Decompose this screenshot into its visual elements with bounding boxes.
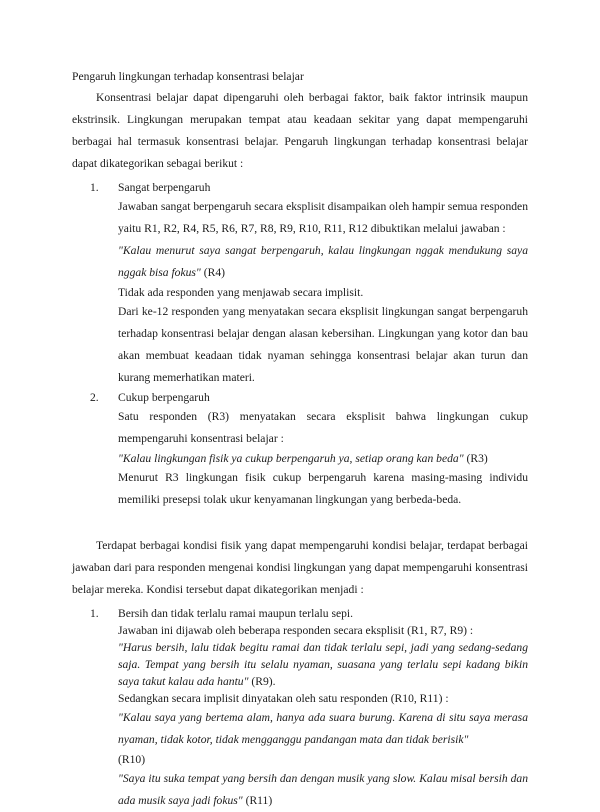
quote-text: "Kalau lingkungan fisik ya cukup berpengaruh ya, setiap orang kan beda" — [118, 452, 464, 465]
quote-text: "Harus bersih, lalu tidak begitu ramai dan tidak terlalu sepi, jadi yang sedang-sedang saja. Tempat yang bersih itu selalu nyaman, suasana yang terlalu sepi kadang bikin saya takut kalau ada hantu" — [118, 641, 528, 688]
list-item — [72, 605, 528, 812]
quote-reference: (R4) — [203, 266, 225, 279]
list-item-title: Cukup berpengaruh — [118, 391, 210, 404]
quote-reference-line — [118, 751, 528, 768]
list-item — [72, 389, 528, 511]
list-number: 2. — [90, 391, 99, 404]
influence-category-list — [72, 179, 528, 511]
list-number: 1. — [90, 607, 99, 620]
list-item-text: Jawaban sangat berpengaruh secara eksplisit disampaikan oleh hampir semua responden yaitu R1, R2, R4, R5, R6, R7, R8, R9, R10, R11, R12 dibuktikan melalui jawaban : — [118, 200, 528, 235]
list-item-text: Jawaban ini dijawab oleh beberapa responden secara eksplisit (R1, R7, R9) : — [118, 624, 474, 637]
respondent-quote — [118, 240, 528, 284]
quote-reference: (R11) — [245, 794, 273, 807]
list-item-title: Sangat berpengaruh — [118, 181, 211, 194]
list-number: 1. — [90, 181, 99, 194]
list-item-text: Menurut R3 lingkungan fisik cukup berpengaruh karena masing-masing individu memiliki presepsi tolak ukur kenyamanan lingkungan yang berbeda-beda. — [118, 471, 528, 506]
quote-text: "Kalau saya yang bertema alam, hanya ada suara burung. Karena di situ saya merasa nyaman, tidak kotor, tidak mengganggu pandangan mata dan tidak berisik" — [118, 711, 528, 746]
list-item-text: Tidak ada responden yang menjawab secara implisit. — [118, 286, 364, 299]
quote-text: "Saya itu suka tempat yang bersih dan dengan musik yang slow. Kalau misal bersih dan ada musik saya jadi fokus" — [118, 772, 528, 807]
list-item-text: Dari ke-12 responden yang menyatakan secara eksplisit lingkungan sangat berpengaruh terhadap konsentrasi belajar dengan alasan kebersihan. Lingkungan yang kotor dan bau akan membuat keadaan tidak nyaman sehingga konsentrasi belajar akan turun dan kurang memerhatikan materi. — [118, 305, 528, 384]
respondent-quote — [118, 450, 528, 467]
document-title: Pengaruh lingkungan terhadap konsentrasi belajar — [72, 70, 304, 83]
list-item-text: Satu responden (R3) menyatakan secara eksplisit bahwa lingkungan cukup mempengaruhi konsentrasi belajar : — [118, 410, 528, 445]
respondent-quote — [118, 639, 528, 690]
quote-reference: (R9). — [251, 675, 276, 688]
respondent-quote — [118, 768, 528, 812]
quote-text: "Kalau menurut saya sangat berpengaruh, kalau lingkungan nggak mendukung saya nggak bisa fokus" — [118, 244, 528, 279]
conditions-paragraph: Terdapat berbagai kondisi fisik yang dapat mempengaruhi kondisi belajar, terdapat berbagai jawaban dari para responden mengenai kondisi lingkungan yang dapat mempengaruhi konsentrasi belajar mereka. Kondisi tersebut dapat dikategorikan menjadi : — [72, 539, 528, 596]
list-item-title: Bersih dan tidak terlalu ramai maupun terlalu sepi. — [118, 607, 354, 620]
list-item — [72, 179, 528, 389]
condition-category-list — [72, 605, 528, 812]
list-item-text: Sedangkan secara implisit dinyatakan oleh satu responden (R10, R11) : — [118, 692, 449, 705]
quote-reference: (R10) — [118, 753, 146, 766]
respondent-quote — [118, 707, 528, 751]
section-spacer — [72, 511, 528, 535]
intro-paragraph: Konsentrasi belajar dapat dipengaruhi oleh berbagai faktor, baik faktor intrinsik maupun ekstrinsik. Lingkungan merupakan tempat atau keadaan sekitar yang dapat mempengaruhi berbagai hal termasuk konsentrasi belajar. Pengaruh lingkungan terhadap konsentrasi belajar dapat dikategorikan sebagai berikut : — [72, 91, 528, 170]
quote-reference: (R3) — [466, 452, 488, 465]
